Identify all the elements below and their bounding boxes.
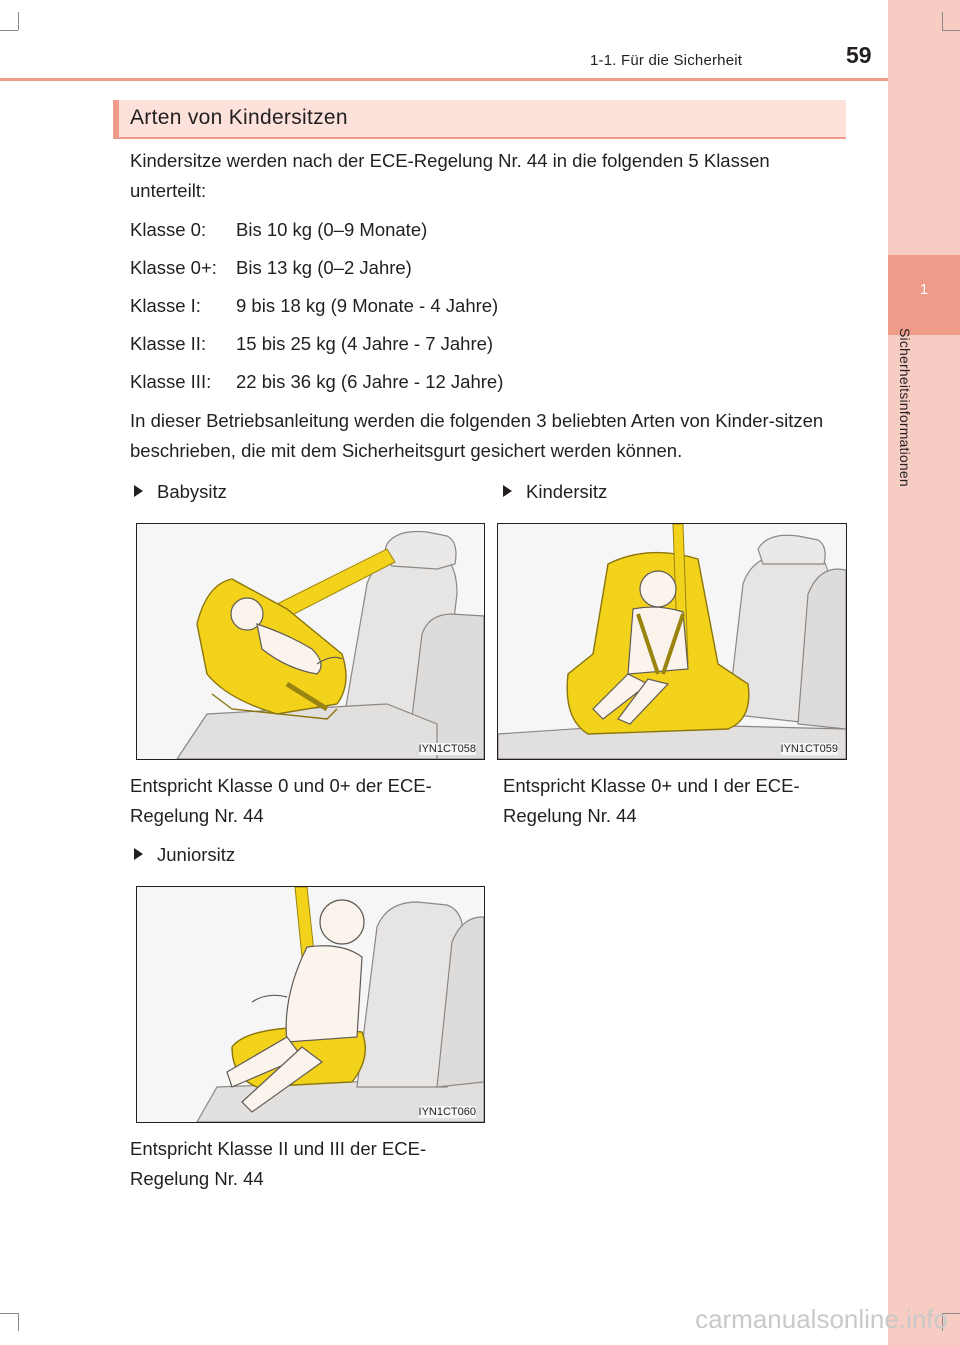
page-heading: Arten von Kindersitzen [130,106,348,129]
figure-heading-babysitz [134,480,227,504]
figure-title: Juniorsitz [157,844,236,865]
watermark: carmanualsonline.info [695,1304,948,1334]
heading-accent [113,100,119,139]
figure-code: IYN1CT059 [780,743,838,755]
chapter-number: 1 [919,281,929,298]
caption-line: Entspricht Klasse 0+ und I der ECE- [503,775,800,796]
side-tab [888,0,960,1345]
caption-line: Entspricht Klasse II und III der ECE- [130,1138,427,1159]
class-value: Bis 10 kg (0–9 Monate) [236,219,428,240]
class-label: Klasse 0+: [130,257,217,278]
figure-title: Babysitz [157,481,227,502]
class-label: Klasse 0: [130,219,207,240]
intro-paragraph: Kindersitze werden nach der ECE-Regelung Nr. 44 in die folgenden 5 Klassen unterteilt: [130,150,770,201]
figure-code: IYN1CT060 [418,1106,476,1118]
caption-line: Regelung Nr. 44 [503,805,637,826]
header-rule [0,78,888,81]
class-label: Klasse II: [130,333,207,354]
babysitz-illustration [136,523,485,760]
figure-title: Kindersitz [526,481,608,502]
section-title: 1-1. Für die Sicherheit [590,52,743,69]
triangle-bullet-icon [134,485,143,497]
caption-line: Entspricht Klasse 0 und 0+ der ECE- [130,775,432,796]
crop-mark [0,1313,18,1314]
crop-mark [18,12,19,30]
caption-line: Regelung Nr. 44 [130,805,264,826]
class-value: Bis 13 kg (0–2 Jahre) [236,257,412,278]
triangle-bullet-icon [503,485,512,497]
class-label: Klasse I: [130,295,201,316]
page-number: 59 [846,42,872,68]
class-value: 15 bis 25 kg (4 Jahre - 7 Jahre) [236,333,494,354]
figure-caption [503,771,851,831]
figure-code: IYN1CT058 [418,743,476,755]
class-label: Klasse III: [130,371,212,392]
juniorsitz-illustration [136,886,485,1123]
figure-caption [130,771,478,831]
figure-heading-juniorsitz [134,843,235,867]
figure-caption [130,1134,478,1194]
description-paragraph: In dieser Betriebsanleitung werden die folgenden 3 beliebten Arten von Kinder-sitzen beschrieben, die mit dem Sicherheitsgurt gesichert werden können. [130,410,824,461]
crop-mark [942,30,960,31]
kindersitz-illustration [497,523,847,760]
crop-mark [0,30,18,31]
class-value: 9 bis 18 kg (9 Monate - 4 Jahre) [236,295,499,316]
crop-mark [18,1313,19,1331]
figure-heading-kindersitz [503,480,607,504]
chapter-tab[interactable] [888,255,960,335]
class-value: 22 bis 36 kg (6 Jahre - 12 Jahre) [236,371,504,392]
chapter-label: Sicherheitsinformationen [897,328,913,487]
triangle-bullet-icon [134,848,143,860]
caption-line: Regelung Nr. 44 [130,1168,264,1189]
crop-mark [942,12,943,30]
